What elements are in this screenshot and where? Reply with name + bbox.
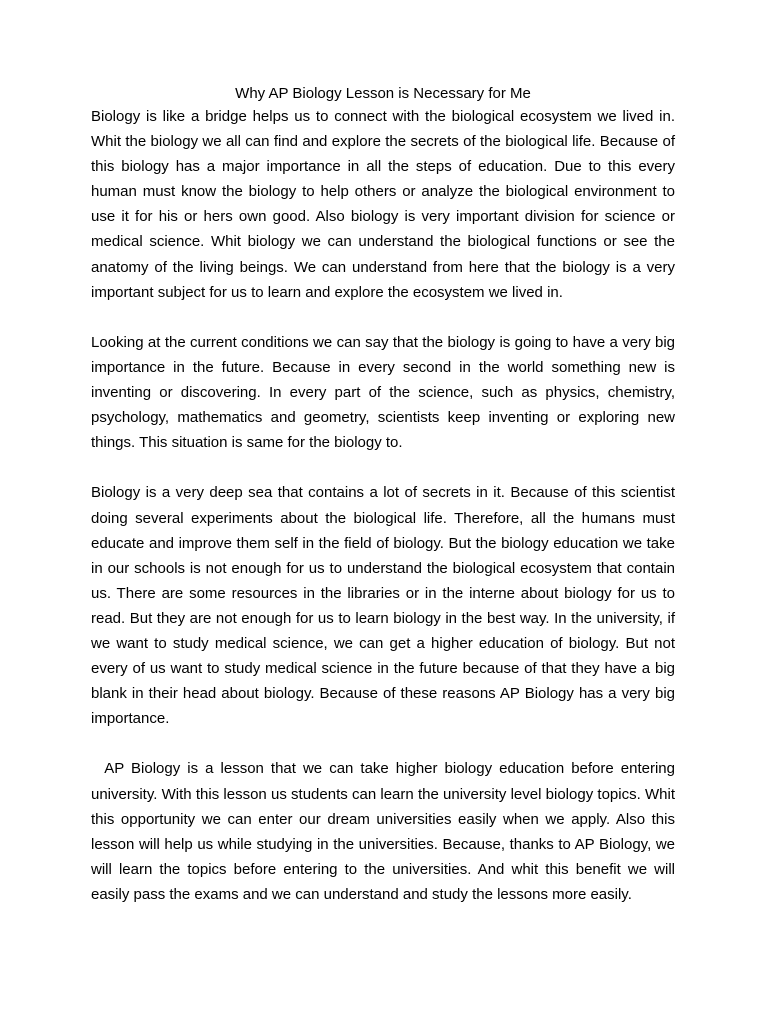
paragraph-2: Looking at the current conditions we can say that the biology is going to have a very big importance in the future. Because in every second in the world something new is inventing or discovering. In every part of the science, such as physics, chemistry, psychology, mathematics and geometry, scientists keep inventing or exploring new things. This situation is same for the biology to. [91,333,675,452]
paragraph-1: Biology is like a bridge helps us to connect with the biological ecosystem we lived in. Whit the biology we all can find and explore the secrets of the biological life. Because of this biology has a major importance in all the steps of education. Due to this every human must know the biology to help others or analyze the biological environment to use it for his or hers own good. Also biology is very important division for science or medical science. Whit biology we can understand the biological functions or see the anatomy of the living beings. We can understand from here that the biology is a very important subject for us to learn and explore the ecosystem we lived in. [91,108,675,301]
paragraph-4: AP Biology is a lesson that we can take higher biology education before entering university. With this lesson us students can learn the university level biology topics. Whit this opportunity we can enter our dream universities easily when we apply. Also this lesson will help us while studying in the universities. Because, thanks to AP Biology, we will learn the topics before entering to the universities. And whit this benefit we will easily pass the exams and we can understand and study the lessons more easily. [91,760,675,903]
paragraph-gap [91,305,675,330]
paragraph-gap [91,731,675,756]
paragraph-3: Biology is a very deep sea that contains a lot of secrets in it. Because of this scientist doing several experiments about the biological life. Therefore, all the humans must educate and improve them self in the field of biology. But the biology education we take in our schools is not enough for us to understand the biological ecosystem that contain us. There are some resources in the libraries or in the interne about biology for us to read. But they are not enough for us to learn biology in the best way. In the university, if we want to study medical science, we can get a higher education of biology. But not every of us want to study medical science in the future because of that they have a big blank in their head about biology. Because of these reasons AP Biology has a very big importance. [91,484,675,728]
document-title: Why AP Biology Lesson is Necessary for Me [235,85,531,102]
paragraph-gap [91,455,675,480]
document-page [91,84,675,907]
